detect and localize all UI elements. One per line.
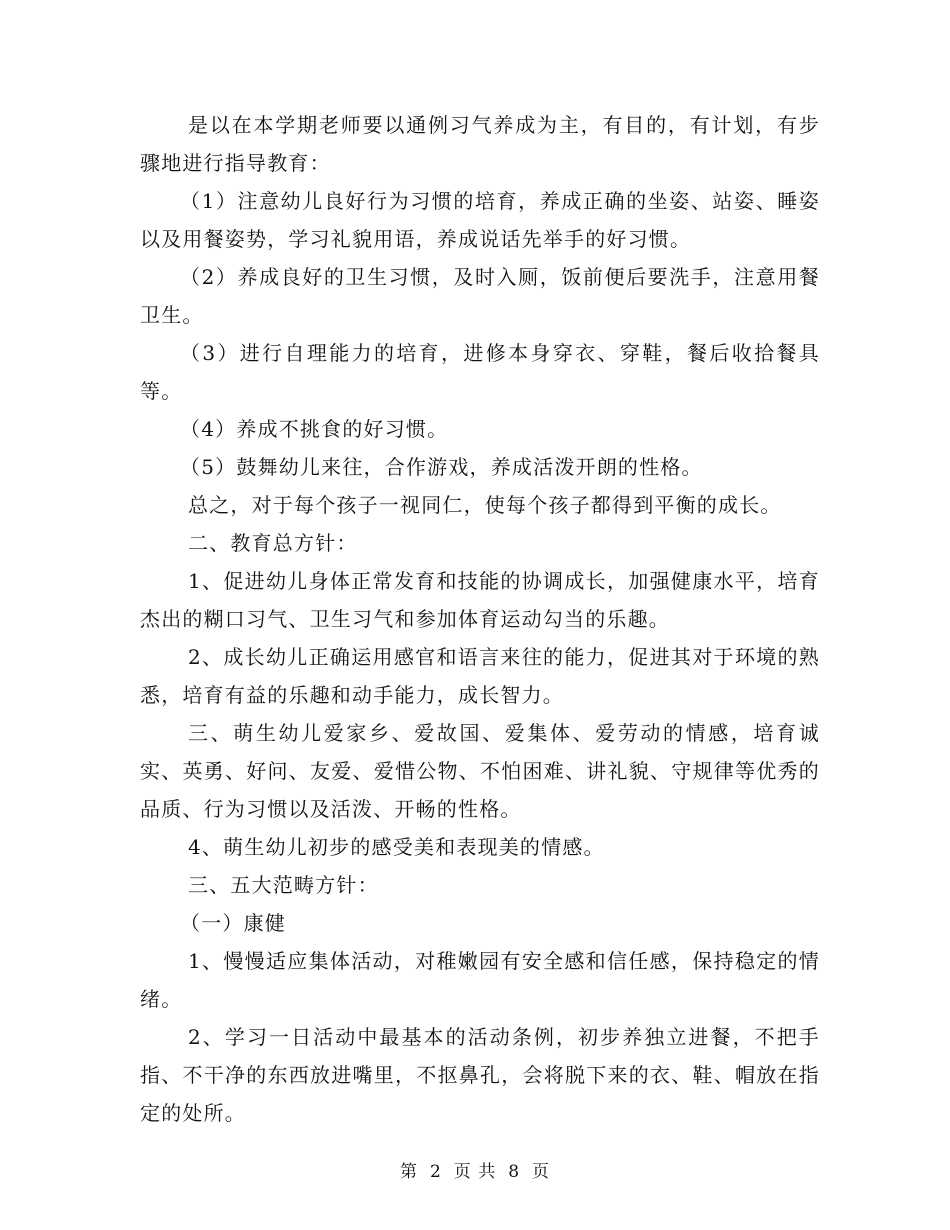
footer-suffix: 页	[532, 1162, 551, 1182]
paragraph-intro: 是以在本学期老师要以通例习气养成为主，有目的，有计划，有步骤地进行指导教育：	[140, 113, 820, 175]
section-heading-education-policy: 二、教育总方针：	[188, 531, 358, 555]
document-body	[140, 106, 820, 1132]
paragraph-policy-2: 2、成长幼儿正确运用感官和语言来往的能力，促进其对于环境的熟悉，培育有益的乐趣和动手能力，成长智力。	[140, 645, 820, 707]
paragraph-item-5: （5）鼓舞幼儿来往，合作游戏，养成活泼开朗的性格。	[180, 455, 703, 479]
paragraph-item-1: （1）注意幼儿良好行为习惯的培育，养成正确的坐姿、站姿、睡姿以及用餐姿势，学习礼貌用语，养成说话先举手的好习惯。	[140, 189, 820, 251]
footer-page-number: 2	[429, 1162, 442, 1182]
paragraph-health-2: 2、学习一日活动中最基本的活动条例，初步养独立进餐，不把手指、不干净的东西放进嘴里，不抠鼻孔，会将脱下来的衣、鞋、帽放在指定的处所。	[140, 1025, 820, 1125]
paragraph-item-4: （4）养成不挑食的好习惯。	[180, 417, 449, 441]
footer-mid: 页 共	[453, 1162, 497, 1182]
paragraph-item-3: （3）进行自理能力的培育，进修本身穿衣、穿鞋，餐后收拾餐具等。	[140, 341, 820, 403]
paragraph-policy-3: 三、萌生幼儿爱家乡、爱故国、爱集体、爱劳动的情感，培育诚实、英勇、好问、友爱、爱惜公物、不怕困难、讲礼貌、守规律等优秀的品质、行为习惯以及活泼、开畅的性格。	[140, 721, 820, 821]
paragraph-policy-4: 4、萌生幼儿初步的感受美和表现美的情感。	[188, 835, 605, 859]
footer-prefix: 第	[399, 1162, 418, 1182]
footer-total-pages: 8	[508, 1162, 521, 1182]
section-heading-five-domains: 三、五大范畴方针：	[188, 873, 379, 897]
page-footer	[0, 1157, 950, 1182]
paragraph-policy-1: 1、促进幼儿身体正常发育和技能的协调成长，加强健康水平，培育杰出的糊口习气、卫生习气和参加体育运动勾当的乐趣。	[140, 569, 820, 631]
paragraph-item-2: （2）养成良好的卫生习惯，及时入厕，饭前便后要洗手，注意用餐卫生。	[140, 265, 820, 327]
subsection-heading-health: （一）康健	[180, 911, 286, 935]
paragraph-health-1: 1、慢慢适应集体活动，对稚嫩园有安全感和信任感，保持稳定的情绪。	[140, 949, 820, 1011]
paragraph-summary: 总之，对于每个孩子一视同仁，使每个孩子都得到平衡的成长。	[188, 493, 782, 517]
